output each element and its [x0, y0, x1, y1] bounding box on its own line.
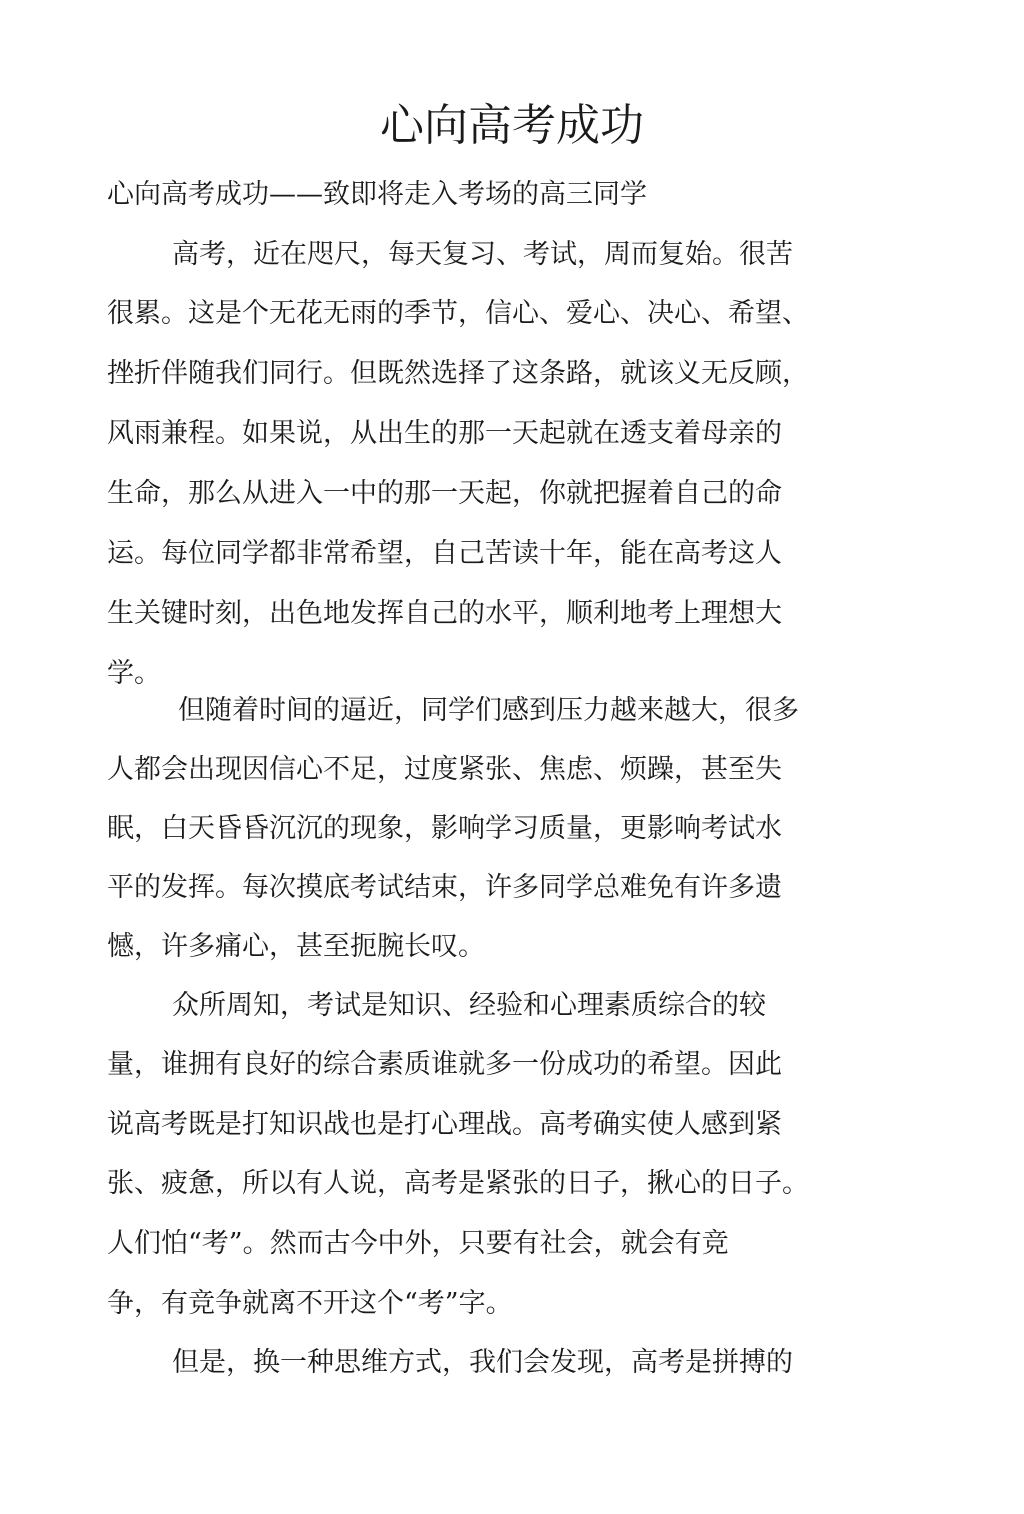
paragraph-line: 人都会出现因信心不足，过度紧张、焦虑、烦躁，甚至失 [107, 754, 782, 785]
paragraph-line: 但随着时间的逼近，同学们感到压力越来越大，很多 [178, 695, 799, 726]
paragraph-line: 生命，那么从进入一中的那一天起，你就把握着自己的命 [107, 478, 782, 509]
paragraph-line: 挫折伴随我们同行。但既然选择了这条路，就该义无反顾， [107, 358, 809, 389]
document-subtitle: 心向高考成功——致即将走入考场的高三同学 [107, 179, 647, 210]
paragraph-line: 但是，换一种思维方式，我们会发现，高考是拼搏的 [172, 1347, 793, 1378]
paragraph-line: 量，谁拥有良好的综合素质谁就多一份成功的希望。因此 [107, 1049, 782, 1080]
paragraph-line: 憾，许多痛心，甚至扼腕长叹。 [107, 931, 485, 962]
paragraph-line: 人们怕“考”。然而古今中外，只要有社会，就会有竞 [107, 1228, 729, 1259]
paragraph-line: 很累。这是个无花无雨的季节，信心、爱心、决心、希望、 [107, 298, 809, 329]
paragraph-line: 争，有竞争就离不开这个“考”字。 [107, 1288, 513, 1319]
paragraph-line: 张、疲惫，所以有人说，高考是紧张的日子，揪心的日子。 [107, 1168, 809, 1199]
paragraph-line: 平的发挥。每次摸底考试结束，许多同学总难免有许多遗 [107, 872, 782, 903]
paragraph-line: 风雨兼程。如果说，从出生的那一天起就在透支着母亲的 [107, 418, 782, 449]
paragraph-line: 眠，白天昏昏沉沉的现象，影响学习质量，更影响考试水 [107, 813, 782, 844]
paragraph-line: 生关键时刻，出色地发挥自己的水平，顺利地考上理想大 [107, 598, 782, 629]
document-title: 心向高考成功 [380, 100, 644, 151]
paragraph-line: 学。 [107, 658, 161, 689]
paragraph-line: 运。每位同学都非常希望，自己苦读十年，能在高考这人 [107, 538, 782, 569]
paragraph-line: 众所周知，考试是知识、经验和心理素质综合的较 [172, 990, 766, 1021]
paragraph-line: 高考，近在咫尺，每天复习、考试，周而复始。很苦 [172, 239, 793, 270]
paragraph-line: 说高考既是打知识战也是打心理战。高考确实使人感到紧 [107, 1109, 782, 1140]
